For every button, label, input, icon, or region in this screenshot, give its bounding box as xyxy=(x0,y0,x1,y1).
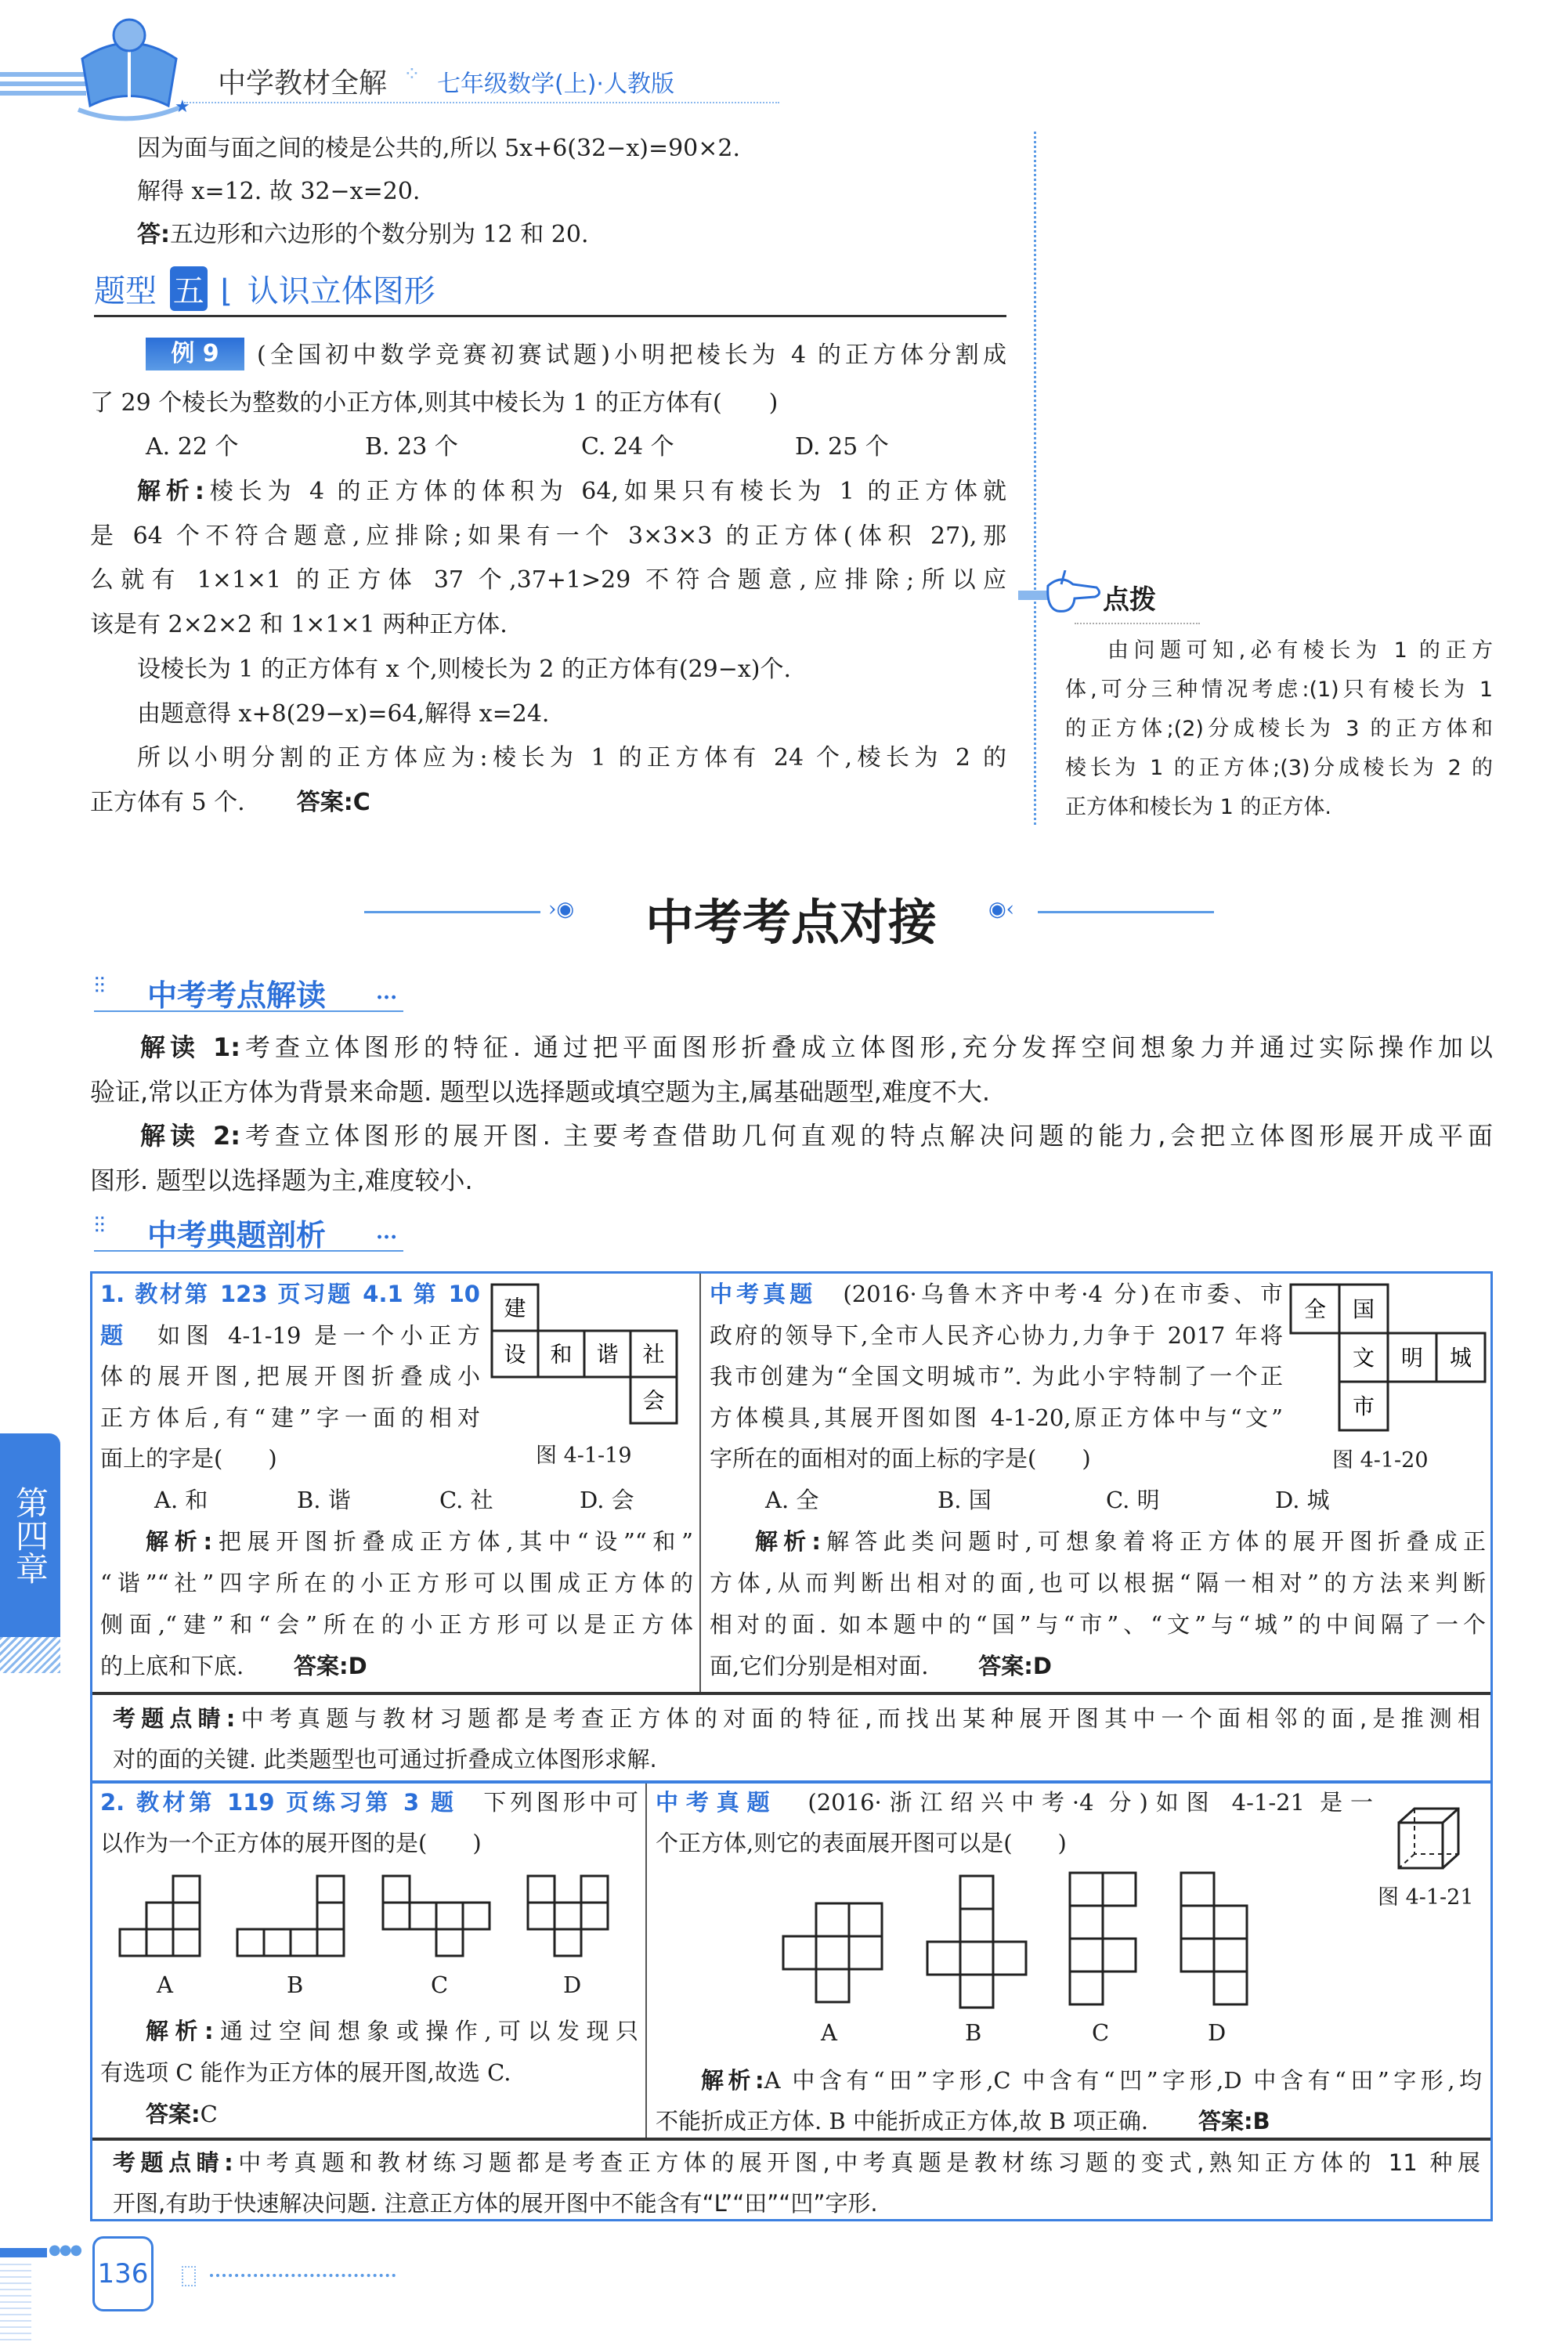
text-line xyxy=(656,1823,1373,1863)
tip-title: 点拨 xyxy=(1103,584,1156,616)
net-cell xyxy=(1214,1972,1247,2004)
text-line xyxy=(100,1563,693,1604)
tip-text xyxy=(1065,631,1493,827)
header-separator-icon: ⁘ xyxy=(403,63,421,86)
line-text: 五边形和六边形的个数分别为 12 和 20. xyxy=(170,221,589,248)
q1-left-analysis xyxy=(100,1521,693,1687)
net-cell xyxy=(410,1903,436,1929)
line-text: 棱长为 4 的正方体的体积为 64,如果只有棱长为 1 的正方体就 xyxy=(204,478,1006,505)
text-line xyxy=(1065,631,1493,670)
net-cell-label: 明 xyxy=(1400,1345,1424,1371)
text-line xyxy=(100,2052,638,2094)
q1-right-analysis xyxy=(710,1521,1486,1687)
line-text: “谐”“社”四字所在的小正方形可以围成正方体的 xyxy=(100,1570,693,1596)
problem-source-label: 2. 教材第 119 页练习第 3 题 xyxy=(100,1789,457,1816)
figure-caption: 图 4-1-20 xyxy=(1332,1448,1429,1473)
cube-net-option-a xyxy=(1291,1285,1485,1430)
text-line xyxy=(100,1274,480,1315)
line-text: 所以小明分割的正方体应为:棱长为 1 的正方体有 24 个,棱长为 2 的 xyxy=(137,744,1006,772)
bold-label: 解析: xyxy=(701,2067,764,2094)
net-cell xyxy=(816,1936,849,1969)
interpretation-text xyxy=(90,1025,1493,1202)
line-text: 棱长为 1 的正方体;(3)分成棱长为 2 的 xyxy=(1065,756,1493,780)
bold-label: 考题点睛: xyxy=(113,1705,236,1732)
text-line xyxy=(90,170,1006,213)
text-line xyxy=(100,1438,480,1480)
footer-bar xyxy=(0,2248,47,2257)
footer-square-icon xyxy=(182,2266,196,2286)
line-text: 我市创建为“全国文明城市”. 为此小宇特制了一个正 xyxy=(710,1363,1283,1390)
solution-continued xyxy=(90,127,1006,256)
book-logo-icon xyxy=(67,12,192,121)
line-text: 侧面,“建”和“会”所在的小正方形可以是正方体 xyxy=(100,1611,693,1638)
option-label-a: A xyxy=(821,2019,837,2046)
net-cell-label: 城 xyxy=(1449,1345,1472,1371)
line-text: 中考真题与教材习题都是考查正方体的对面的特征,而找出某种展开图其中一个面相邻的面,是推测相 xyxy=(235,1705,1480,1732)
text-line xyxy=(656,1782,1373,1823)
net-cell xyxy=(1070,1939,1103,1972)
line-text: 下列图形中可 xyxy=(457,1789,638,1816)
example-badge: 例 9 xyxy=(146,338,244,370)
bold-label: 解读 2: xyxy=(140,1121,241,1151)
q1-left-question xyxy=(100,1274,480,1480)
bold-label: 答: xyxy=(137,221,170,248)
example-question-first-line: (全国初中数学竞赛初赛试题)小明把棱长为 4 的正方体分割成 xyxy=(257,342,1006,369)
text-line xyxy=(100,1315,480,1357)
line-text: (2016·乌鲁木齐中考·4 分)在市委、市 xyxy=(816,1281,1283,1307)
net-cell xyxy=(1181,1873,1214,1906)
header-divider xyxy=(184,102,779,103)
chevron-right-icon: ›◉ xyxy=(548,898,575,921)
text-line xyxy=(100,1356,480,1397)
line-text: 是 64 个不符合题意,应排除;如果有一个 3×3×3 的正方体(体积 27),那 xyxy=(90,522,1006,550)
line-text: 验证,常以正方体为背景来命题. 题型以选择题或填空题为主,属基础题型,难度不大. xyxy=(90,1076,991,1107)
net-cell xyxy=(173,1876,200,1903)
text-line xyxy=(90,603,1006,648)
net-cell xyxy=(528,1903,555,1929)
line-text: 由问题可知,必有棱长为 1 的正方 xyxy=(1107,638,1493,663)
choice-d: D. 25 个 xyxy=(795,433,889,461)
line-text: 因为面与面之间的棱是公共的,所以 5x+6(32−x)=90×2. xyxy=(137,135,741,162)
line-text: 个正方体,则它的表面展开图可以是( ) xyxy=(656,1830,1067,1856)
net-cell xyxy=(581,1876,608,1903)
line-text: (2016·浙江绍兴中考·4 分)如图 4-1-21 是一 xyxy=(777,1789,1373,1816)
row1-bottom-rule xyxy=(92,1692,1490,1695)
line-text: 方体模具,其展开图如图 4-1-20,原正方体中与“文” xyxy=(710,1404,1283,1431)
section-underline xyxy=(94,315,1006,317)
net-cell xyxy=(849,1936,882,1969)
bold-label: 解析: xyxy=(137,478,204,505)
bold-label: 解析: xyxy=(146,1528,213,1555)
text-line xyxy=(710,1521,1486,1563)
row2-divider xyxy=(645,1784,647,2138)
choice-b: B. 23 个 xyxy=(365,433,458,461)
choice-b: B. 国 xyxy=(938,1487,992,1513)
section-number-badge: 五 xyxy=(170,266,208,311)
q1-left-choices xyxy=(154,1483,687,1517)
net-cell xyxy=(816,1969,849,2002)
section-heading: 题型 五 ⌊ 认识立体图形 xyxy=(94,266,435,313)
problem-source-label: 1. 教材第 123 页习题 4.1 第 10 xyxy=(100,1281,480,1307)
net-cell xyxy=(146,1929,173,1956)
choice-a: A. 和 xyxy=(154,1487,208,1513)
option-label-c: C xyxy=(1092,2019,1110,2046)
title-line-left xyxy=(364,911,540,913)
line-text: 么就有 1×1×1 的正方体 37 个,37+1>29 不符合题意,应排除;所以应 xyxy=(90,566,1006,595)
net-cell-label: 社 xyxy=(642,1341,665,1368)
text-line xyxy=(100,1646,693,1687)
text-line xyxy=(90,558,1006,603)
net-cell xyxy=(146,1903,173,1929)
net-cell-label: 谐 xyxy=(596,1341,619,1368)
text-line xyxy=(90,648,1006,692)
option-label-d: D xyxy=(563,1972,582,1998)
net-cell xyxy=(993,1942,1026,1975)
text-line xyxy=(100,2094,638,2135)
net-cell xyxy=(383,1903,410,1929)
line-text: 开图,有助于快速解决问题. 注意正方体的展开图中不能含有“L”“田”“凹”字形. xyxy=(113,2190,878,2217)
text-line xyxy=(1065,670,1493,710)
cube-net-option-c xyxy=(1070,1873,1136,2004)
line-text: 该是有 2×2×2 和 1×1×1 两种正方体. xyxy=(90,611,508,639)
net-cell xyxy=(1070,1873,1103,1906)
net-cell xyxy=(436,1903,463,1929)
net-cell xyxy=(291,1929,317,1956)
text-line xyxy=(100,1397,480,1439)
line-text: 中考真题和教材练习题都是考查正方体的展开图,中考真题是教材练习题的变式,熟知正方体的 11 种展 xyxy=(233,2149,1480,2176)
text-line xyxy=(710,1438,1283,1480)
net-cell xyxy=(960,1876,993,1909)
line-text: 对的面的关键. 此类题型也可通过折叠成立体图形求解. xyxy=(113,1746,657,1773)
line-text: 不能折成正方体. B 中能折成正方体,故 B 项正确. xyxy=(656,2108,1149,2134)
text-line xyxy=(710,1315,1283,1357)
line-text: 如图 4-1-19 是一个小正方 xyxy=(128,1321,480,1349)
choice-d: D. 会 xyxy=(580,1487,634,1513)
bold-label: 解析: xyxy=(146,2018,214,2044)
problem-source-label: 中考真题 xyxy=(710,1281,817,1307)
chapter-side-tab[interactable]: 第四章 xyxy=(0,1433,60,1637)
net-cell-label: 国 xyxy=(1352,1296,1375,1322)
cube-net-option-b xyxy=(927,1876,1026,2008)
text-line xyxy=(710,1563,1486,1604)
column-divider xyxy=(1034,132,1036,825)
net-cell xyxy=(264,1929,291,1956)
net-cell xyxy=(1103,1873,1136,1906)
net-cell xyxy=(783,1936,816,1969)
footer-line xyxy=(210,2274,396,2277)
side-tab-hatch xyxy=(0,1637,60,1673)
answer-label: 答案:C xyxy=(296,788,370,816)
choice-b: B. 谐 xyxy=(297,1487,351,1513)
net-cell xyxy=(555,1903,581,1929)
line-text: 正方体有 5 个. xyxy=(90,788,245,816)
text-line xyxy=(710,1356,1283,1397)
line-text: 解答此类问题时,可想象着将正方体的展开图折叠成正 xyxy=(821,1528,1486,1555)
bold-label: 考题点睛: xyxy=(113,2149,233,2176)
net-cell xyxy=(960,1942,993,1975)
bold-label: 解读 1: xyxy=(140,1032,241,1062)
text-line xyxy=(90,1158,1493,1203)
text-line xyxy=(90,736,1006,781)
text-line xyxy=(90,1070,1493,1115)
footer-hatch xyxy=(0,2262,31,2340)
net-cell-label: 建 xyxy=(504,1295,526,1321)
answer-label: 答案:D xyxy=(978,1653,1052,1679)
problem-source-label: 中考真题 xyxy=(656,1789,778,1816)
net-cell-label: 全 xyxy=(1303,1296,1327,1322)
text-line xyxy=(710,1604,1486,1646)
q2-left-nets xyxy=(110,1872,642,1966)
text-line xyxy=(90,515,1006,559)
line-text: 的正方体;(2)分成棱长为 3 的正方体和 xyxy=(1065,717,1493,741)
line-text: 考查立体图形的展开图. 主要考查借助几何直观的特点解决问题的能力,会把立体图形展开成平面 xyxy=(240,1121,1493,1151)
net-cell xyxy=(816,1903,849,1936)
net-cell xyxy=(120,1929,146,1956)
line-text: 图形. 题型以选择题为主,难度较小. xyxy=(90,1165,473,1195)
text-line xyxy=(710,1646,1486,1687)
line-text: C xyxy=(200,2101,218,2127)
line-text: A 中含有“田”字形,C 中含有“凹”字形,D 中含有“田”字形,均 xyxy=(764,2067,1482,2094)
line-text: 的上底和下底. xyxy=(100,1653,244,1679)
book-subtitle: 七年级数学(上)·人教版 xyxy=(437,70,674,98)
option-label-a: A xyxy=(157,1972,173,1998)
line-text: 由题意得 x+8(29−x)=64,解得 x=24. xyxy=(137,699,550,728)
answer-label: 答案:B xyxy=(1198,2108,1270,2134)
text-line xyxy=(113,1739,1480,1780)
cube-net-option-d xyxy=(1181,1873,1247,2004)
choice-a: A. 全 xyxy=(765,1487,819,1513)
text-line xyxy=(90,470,1006,515)
text-line xyxy=(100,1782,638,1823)
exam-section-title: 中考考点对接 xyxy=(645,894,937,951)
problem-source-label: 题 xyxy=(100,1321,129,1349)
cube-net-option-a xyxy=(120,1876,200,1956)
text-line xyxy=(90,692,1006,737)
net-cell xyxy=(317,1929,344,1956)
line-text: 有选项 C 能作为正方体的展开图,故选 C. xyxy=(100,2059,511,2086)
text-line xyxy=(100,1521,693,1563)
net-cell-label: 文 xyxy=(1352,1345,1375,1371)
net-cell-label: 会 xyxy=(642,1387,665,1414)
line-text: 面上的字是( ) xyxy=(100,1445,277,1472)
text-line xyxy=(113,2183,1480,2224)
net-cell xyxy=(927,1942,960,1975)
cube-net-option-b xyxy=(237,1876,344,1956)
line-text: 正方体和棱长为 1 的正方体. xyxy=(1065,795,1331,819)
net-cell xyxy=(960,1909,993,1942)
net-cell xyxy=(173,1929,200,1956)
figure-caption: 图 4-1-21 xyxy=(1378,1885,1474,1910)
text-line xyxy=(90,781,1006,826)
text-line xyxy=(1065,710,1493,749)
text-line xyxy=(1065,788,1493,827)
text-line xyxy=(113,2142,1480,2183)
choice-a: A. 22 个 xyxy=(146,433,239,461)
cube-net-option-a xyxy=(492,1285,677,1423)
option-label-c: C xyxy=(431,1972,449,1998)
q2-right-question xyxy=(656,1782,1373,1863)
net-cell xyxy=(1181,1939,1214,1972)
line-text: 体,可分三种情况考虑:(1)只有棱长为 1 xyxy=(1065,678,1493,702)
net-figure-4-1-20 xyxy=(1291,1285,1491,1433)
q2-right-nets xyxy=(775,1868,1324,2009)
net-cell xyxy=(317,1903,344,1929)
net-cell xyxy=(1214,1939,1247,1972)
net-cell xyxy=(317,1876,344,1903)
net-cell xyxy=(173,1903,200,1929)
heading-dots: ... xyxy=(376,1220,398,1244)
section-prefix: 题型 xyxy=(94,273,157,309)
text-line xyxy=(656,2060,1482,2101)
text-line xyxy=(100,1823,638,1863)
net-cell xyxy=(436,1929,463,1956)
option-label-b: B xyxy=(287,1972,304,1998)
net-cell xyxy=(1070,1906,1103,1939)
line-text: 设棱长为 1 的正方体有 x 个,则棱长为 2 的正方体有(29−x)个. xyxy=(137,655,792,683)
page-number: 136 xyxy=(92,2236,154,2311)
choice-c: C. 明 xyxy=(1106,1487,1160,1513)
svg-text:★: ★ xyxy=(175,97,190,117)
text-line xyxy=(710,1397,1283,1439)
tip-underline xyxy=(1075,623,1200,624)
bold-label: 答案: xyxy=(146,2101,201,2127)
choice-c: C. 社 xyxy=(439,1487,493,1513)
typical-heading: 中考典题剖析 xyxy=(147,1218,327,1252)
line-text: 方体,从而判断出相对的面,也可以根据“隔一相对”的方法来判断 xyxy=(710,1570,1486,1596)
text-line xyxy=(90,213,1006,256)
section-title: 认识立体图形 xyxy=(247,273,435,309)
figure-caption: 图 4-1-19 xyxy=(536,1444,632,1468)
pointing-hand-icon xyxy=(1018,570,1104,622)
text-line xyxy=(656,2101,1482,2141)
cube-net-option-c xyxy=(383,1876,490,1956)
example-analysis xyxy=(90,470,1006,826)
text-line xyxy=(100,1604,693,1646)
text-line xyxy=(90,127,1006,170)
line-text: 通过空间想象或操作,可以发现只 xyxy=(213,2018,638,2044)
typical-underline xyxy=(94,1250,403,1252)
q2-right-analysis xyxy=(656,2060,1482,2141)
text-line xyxy=(90,1114,1493,1158)
interpret-underline xyxy=(94,1010,403,1012)
net-cell xyxy=(960,1975,993,2008)
net-cell xyxy=(463,1903,490,1929)
choice-c: C. 24 个 xyxy=(581,433,674,461)
cube-net-option-a xyxy=(783,1903,882,2002)
net-cell-label: 和 xyxy=(550,1341,573,1368)
book-title: 中学教材全解 xyxy=(218,67,388,99)
line-text: 考查立体图形的特征. 通过把平面图形折叠成立体图形,充分发挥空间想象力并通过实际操作加以 xyxy=(240,1032,1493,1062)
heading-dots: ... xyxy=(376,981,398,1004)
subheading-icon: ⫶⫶ xyxy=(94,1213,106,1238)
net-cell xyxy=(383,1876,410,1903)
exam-tips-2 xyxy=(113,2142,1480,2224)
net-cell xyxy=(555,1929,581,1956)
text-line xyxy=(1065,749,1493,788)
net-cell xyxy=(849,1903,882,1936)
net-cell xyxy=(528,1876,555,1903)
line-text: 面,它们分别是相对面. xyxy=(710,1653,929,1679)
net-cell xyxy=(1214,1906,1247,1939)
bold-label: 解析: xyxy=(755,1528,821,1555)
example-choices xyxy=(146,430,1007,464)
q2-left-question xyxy=(100,1782,638,1863)
row1-divider xyxy=(699,1274,701,1693)
line-text: 了 29 个棱长为整数的小正方体,则其中棱长为 1 的正方体有( ) xyxy=(90,389,779,417)
chevron-left-icon: ◉‹ xyxy=(988,898,1015,921)
q2-right-labels xyxy=(0,2019,1331,2054)
line-text: 正方体后,有“建”字一面的相对 xyxy=(100,1404,480,1431)
line-text: 解得 x=12. 故 32−x=20. xyxy=(137,178,421,205)
net-cell-label: 设 xyxy=(504,1341,526,1368)
text-line xyxy=(113,1698,1480,1739)
text-line xyxy=(90,1025,1493,1070)
line-text: 把展开图折叠成正方体,其中“设”“和” xyxy=(212,1528,693,1555)
cube-net-option-d xyxy=(528,1876,608,1956)
example-question xyxy=(90,381,1006,425)
net-cell xyxy=(1103,1939,1136,1972)
line-text: 体的展开图,把展开图折叠成小 xyxy=(100,1363,480,1390)
net-cell xyxy=(1070,1972,1103,2004)
net-cell xyxy=(1181,1906,1214,1939)
net-cell xyxy=(581,1903,608,1929)
option-label-d: D xyxy=(1208,2019,1227,2046)
net-figure-4-1-19 xyxy=(492,1285,680,1426)
exam-tips-1 xyxy=(113,1698,1480,1780)
title-line-right xyxy=(1038,911,1214,913)
net-cell-label: 市 xyxy=(1352,1393,1375,1419)
answer-label: 答案:D xyxy=(294,1653,367,1679)
q2-left-labels xyxy=(0,1972,650,2006)
line-text: 以作为一个正方体的展开图的是( ) xyxy=(100,1830,482,1856)
footer-dots-icon: ●●● xyxy=(49,2242,81,2258)
choice-d: D. 城 xyxy=(1275,1487,1330,1513)
option-label-b: B xyxy=(965,2019,982,2046)
line-text: 政府的领导下,全市人民齐心协力,力争于 2017 年将 xyxy=(710,1321,1283,1349)
text-line xyxy=(710,1274,1283,1315)
net-cell xyxy=(237,1929,264,1956)
cube-icon xyxy=(1396,1805,1461,1871)
line-text: 相对的面. 如本题中的“国”与“市”、“文”与“城”的中间隔了一个 xyxy=(710,1611,1486,1638)
q1-right-question xyxy=(710,1274,1283,1480)
line-text: 字所在的面相对的面上标的字是( ) xyxy=(710,1445,1091,1472)
interpret-heading: 中考考点解读 xyxy=(147,978,327,1013)
subheading-icon: ⫶⫶ xyxy=(94,973,106,999)
text-line xyxy=(90,381,1006,425)
q1-right-choices xyxy=(765,1483,1470,1517)
